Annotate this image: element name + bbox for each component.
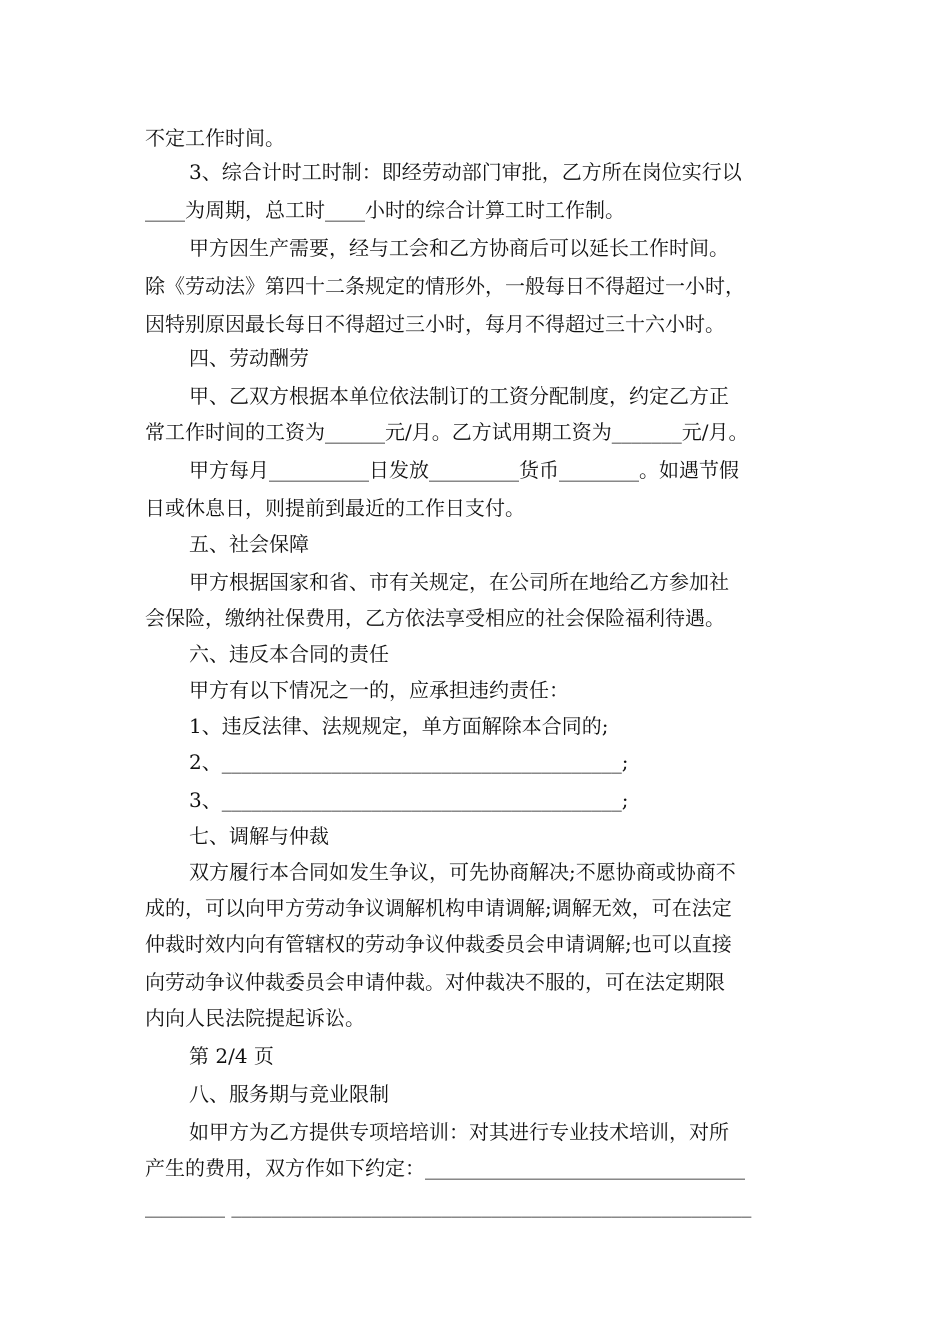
paragraph-line: 3、综合计时工时制：即经劳动部门审批，乙方所在岗位实行以 (189, 160, 742, 184)
list-item: 1、违反法律、法规规定，单方面解除本合同的; (189, 714, 609, 738)
paragraph-line: 双方履行本合同如发生争议，可先协商解决;不愿协商或协商不 (189, 860, 736, 884)
paragraph-line: 因特别原因最长每日不得超过三小时，每月不得超过三十六小时。 (145, 312, 725, 336)
section-heading: 四、劳动酬劳 (189, 346, 309, 370)
page-number: 第 2/4 页 (189, 1044, 274, 1068)
section-heading: 六、违反本合同的责任 (189, 642, 389, 666)
paragraph-line: 甲方有以下情况之一的，应承担违约责任： (189, 678, 569, 702)
paragraph-line: 成的，可以向甲方劳动争议调解机构申请调解;调解无效，可在法定 (145, 896, 732, 920)
list-item: 2、________________________________________; (189, 750, 629, 774)
paragraph-line: 如甲方为乙方提供专项培培训：对其进行专业技术培训，对所 (189, 1120, 729, 1144)
section-heading: 七、调解与仲裁 (189, 824, 329, 848)
paragraph-line: 向劳动争议仲裁委员会申请仲裁。对仲裁决不服的，可在法定期限 (145, 970, 725, 994)
paragraph-line: 仲裁时效内向有管辖权的劳动争议仲裁委员会申请调解;也可以直接 (145, 932, 732, 956)
paragraph-line: 内向人民法院提起诉讼。 (145, 1006, 365, 1030)
paragraph-line: ____为周期，总工时____小时的综合计算工时工作制。 (145, 198, 625, 222)
paragraph-line: 不定工作时间。 (145, 126, 285, 150)
list-item: 3、________________________________________; (189, 788, 629, 812)
paragraph-line: 甲方因生产需要，经与工会和乙方协商后可以延长工作时间。 (189, 236, 729, 260)
paragraph-line: 常工作时间的工资为______元/月。乙方试用期工资为_______元/月。 (145, 420, 749, 444)
paragraph-line: 甲方根据国家和省、市有关规定，在公司所在地给乙方参加社 (189, 570, 729, 594)
paragraph-line: 甲、乙双方根据本单位依法制订的工资分配制度，约定乙方正 (189, 384, 729, 408)
paragraph-line: 会保险，缴纳社保费用，乙方依法享受相应的社会保险福利待遇。 (145, 606, 725, 630)
paragraph-line: 产生的费用，双方作如下约定：________________________________ (145, 1156, 745, 1180)
section-heading: 八、服务期与竞业限制 (189, 1082, 389, 1106)
paragraph-line: 甲方每月__________日发放_________货币________。如遇节假 (189, 458, 739, 482)
paragraph-line: ________ ____________________________________________________ (145, 1194, 752, 1218)
paragraph-line: 日或休息日，则提前到最近的工作日支付。 (145, 496, 525, 520)
section-heading: 五、社会保障 (189, 532, 309, 556)
paragraph-line: 除《劳动法》第四十二条规定的情形外，一般每日不得超过一小时， (145, 274, 745, 298)
